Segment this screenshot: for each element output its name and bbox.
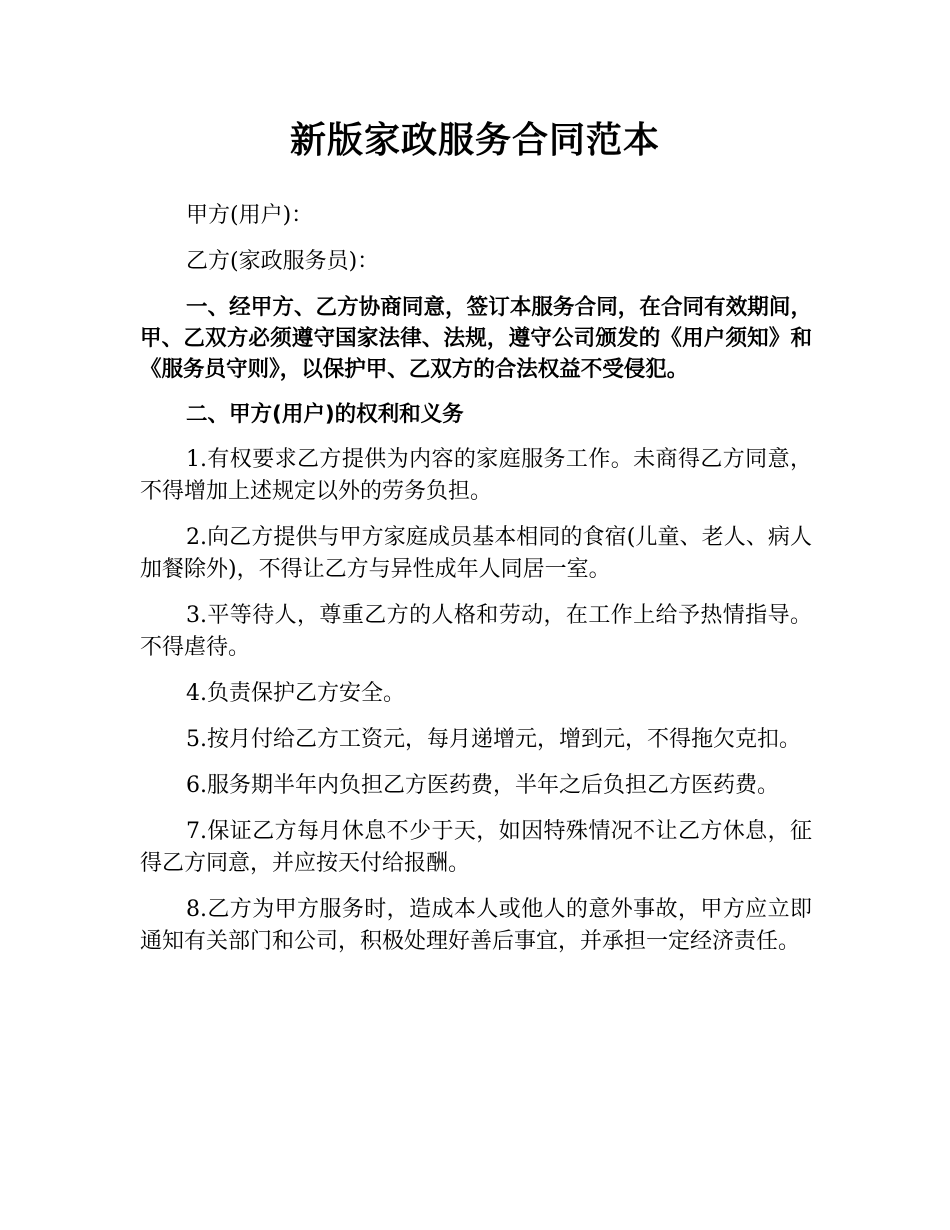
clause-7: 7.保证乙方每月休息不少于天，如因特殊情况不让乙方休息，征得乙方同意，并应按天付给报酬。: [140, 819, 812, 876]
party-b-line: 乙方(家政服务员)：: [186, 249, 380, 274]
clause-3: 3.平等待人，尊重乙方的人格和劳动，在工作上给予热情指导。不得虐待。: [140, 603, 812, 660]
clause-8: 8.乙方为甲方服务时，造成本人或他人的意外事故，甲方应立即通知有关部门和公司，积极处理好善后事宜，并承担一定经济责任。: [140, 897, 812, 954]
document-body: [140, 200, 812, 972]
clause-4: 4.负责保护乙方安全。: [186, 681, 405, 706]
section-1-paragraph: 一、经甲方、乙方协商同意，签订本服务合同，在合同有效期间，甲、乙双方必须遵守国家法律、法规，遵守公司颁发的《用户须知》和《服务员守则》，以保护甲、乙双方的合法权益不受侵犯。: [140, 295, 812, 382]
section-2-heading: 二、甲方(用户)的权利和义务: [186, 402, 464, 427]
party-a-line: 甲方(用户)：: [186, 203, 314, 228]
clause-6: 6.服务期半年内负担乙方医药费，半年之后负担乙方医药费。: [186, 773, 779, 798]
clause-5: 5.按月付给乙方工资元，每月递增元，增到元，不得拖欠克扣。: [186, 727, 801, 752]
clause-1: 1.有权要求乙方提供为内容的家庭服务工作。未商得乙方同意，不得增加上述规定以外的劳务负担。: [140, 447, 812, 504]
clause-2: 2.向乙方提供与甲方家庭成员基本相同的食宿(儿童、老人、病人加餐除外)，不得让乙方与异性成年人同居一室。: [140, 525, 812, 582]
document-title: 新版家政服务合同范本: [289, 120, 660, 161]
